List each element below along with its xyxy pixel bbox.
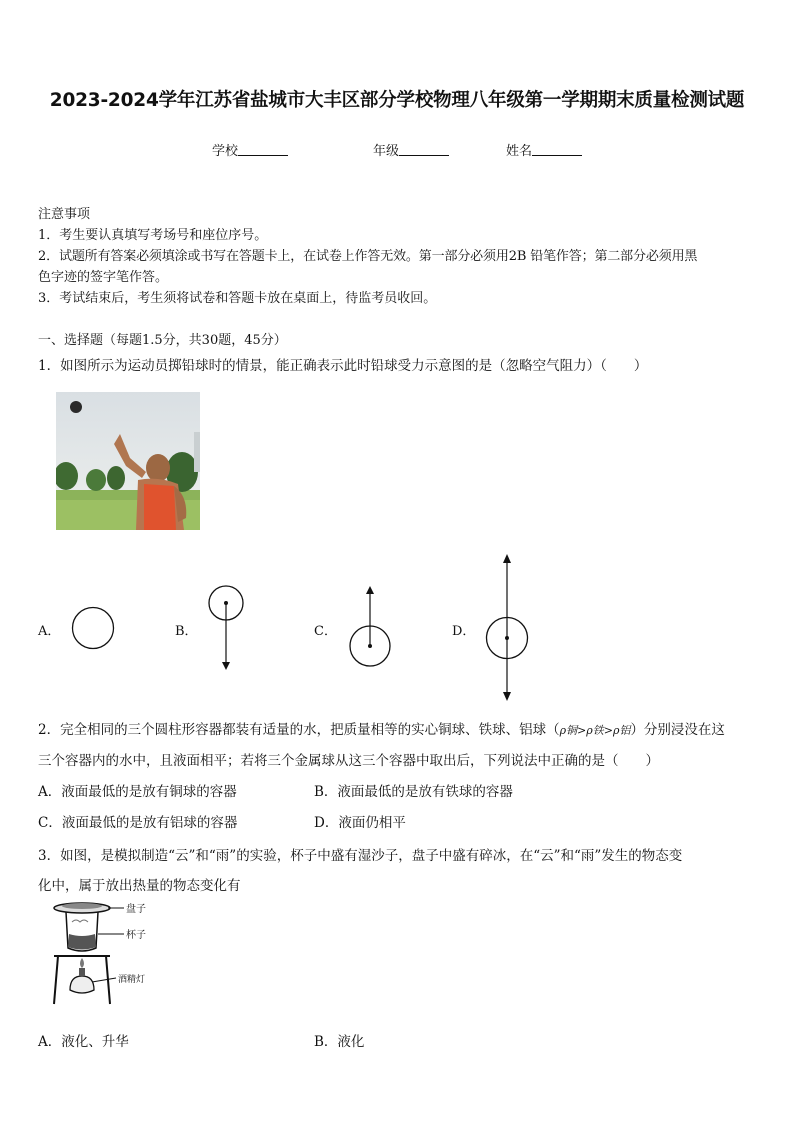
grade-label: 年级 — [373, 144, 400, 159]
option-c-diagram — [348, 584, 394, 670]
name-field — [506, 140, 582, 159]
question-2-stem-line2: 三个容器内的水中，且液面相平；若将三个金属球从这三个容器中取出后，下列说法中正确的是（ ） — [38, 753, 659, 769]
notice-heading: 注意事项 — [38, 207, 91, 222]
alcohol-lamp — [70, 976, 94, 993]
q3-option-b: B．液化 — [314, 1034, 365, 1050]
notice-item: 色字迹的签字笔作答。 — [38, 270, 169, 285]
q2-option-a: A．液面最低的是放有铜球的容器 — [38, 784, 237, 800]
density-relation: ρ铜>ρ铁>ρ铝 — [559, 724, 631, 737]
shot-put-ball — [68, 399, 86, 417]
question-3-stem-line2: 化中，属于放出热量的物态变化有 — [38, 878, 241, 894]
notice-item: 3．考试结束后，考生须将试卷和答题卡放在桌面上，待监考员收回。 — [38, 291, 437, 306]
option-b-label: B． — [175, 624, 198, 639]
grade-blank — [399, 143, 449, 156]
lamp-label: 酒精灯 — [118, 975, 146, 985]
cup-label: 杯子 — [126, 930, 146, 941]
school-blank — [238, 143, 288, 156]
grade-field — [373, 140, 449, 159]
school-field — [212, 140, 288, 159]
q3-option-a: A．液化、升华 — [38, 1034, 129, 1050]
option-a-label: A． — [38, 624, 61, 639]
question-1-stem: 1．如图所示为运动员掷铅球时的情景，能正确表示此时铅球受力示意图的是（忽略空气阻力）（ ） — [38, 358, 648, 374]
name-label: 姓名 — [506, 144, 533, 159]
question-2-stem-line1 — [38, 718, 725, 738]
arrowhead-down — [222, 662, 230, 670]
plate-label: 盘子 — [126, 904, 146, 915]
notice-item: 2．试题所有答案必须填涂或书写在答题卡上，在试卷上作答无效。第一部分必须用2B 铅笔作答；第二部分必须用黑 — [38, 249, 698, 264]
q2-option-d: D．液面仍相平 — [314, 815, 406, 831]
option-c-label: C． — [314, 624, 337, 639]
notice-item: 1．考生要认真填写考场号和座位序号。 — [38, 228, 268, 243]
section-heading: 一、选择题（每题1.5分，共30题，45分） — [38, 333, 287, 348]
arrowhead-down — [503, 692, 511, 701]
question-3-stem-line1: 3．如图，是模拟制造“云”和“雨”的实验，杯子中盛有湿沙子，盘子中盛有碎冰，在“云”和“雨”发生的物态变 — [38, 848, 683, 864]
school-label: 学校 — [212, 144, 239, 159]
option-d-label: D． — [452, 624, 476, 639]
page-title: 2023-2024学年江苏省盐城市大丰区部分学校物理八年级第一学期期末质量检测试题 — [49, 90, 745, 111]
arrowhead-up — [503, 554, 511, 563]
option-d-diagram — [484, 552, 532, 704]
arrowhead-up — [366, 586, 374, 594]
option-a-diagram — [70, 606, 116, 652]
q2-stem-part: 2．完全相同的三个圆柱形容器都装有适量的水，把质量相等的实心铜球、铁球、铝球（ — [38, 722, 560, 738]
ball-outline — [73, 608, 114, 649]
cloud-rain-apparatus-diagram — [46, 898, 166, 1010]
q2-stem-part: ）分别浸没在这 — [630, 722, 725, 738]
name-blank — [532, 143, 582, 156]
option-b-diagram — [206, 584, 248, 674]
q2-option-c: C．液面最低的是放有铝球的容器 — [38, 815, 238, 831]
q2-option-b: B．液面最低的是放有铁球的容器 — [314, 784, 513, 800]
